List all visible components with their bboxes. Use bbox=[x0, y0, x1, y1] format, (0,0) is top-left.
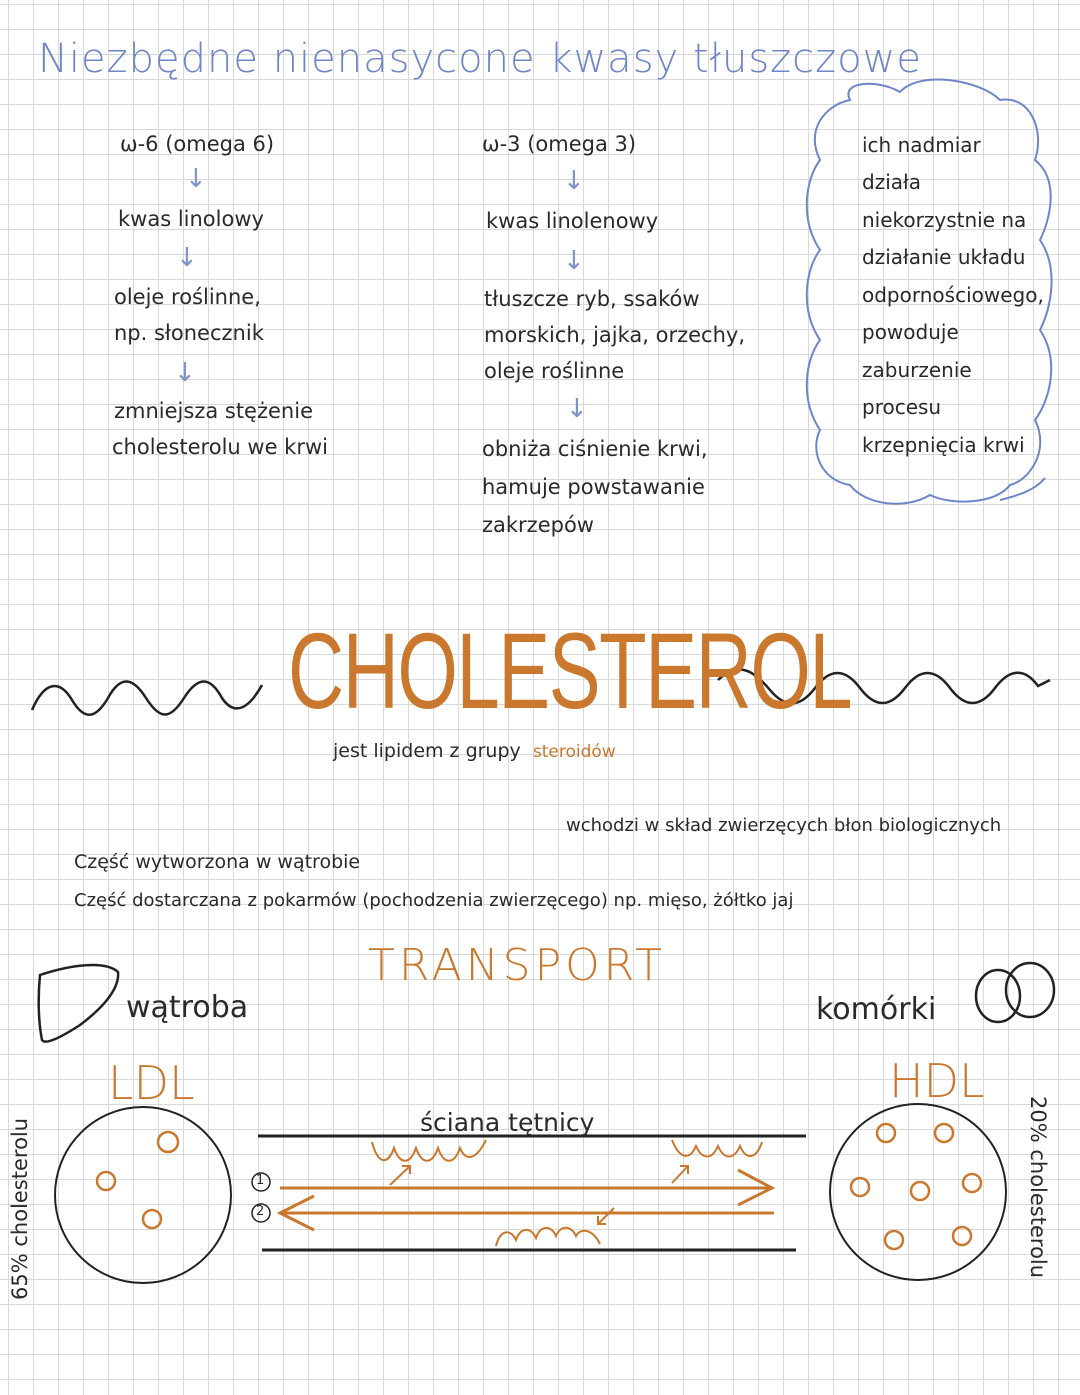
ldl-particle bbox=[97, 1172, 115, 1190]
hdl-particle bbox=[953, 1227, 971, 1245]
cholesterol-source-line1: Część wytworzona w wątrobie bbox=[74, 851, 361, 873]
hdl-label: HDL bbox=[889, 1054, 985, 1108]
arrow-down-icon: ↓ bbox=[566, 394, 588, 424]
hdl-particle bbox=[851, 1178, 869, 1196]
omega3-effect-line1: obniża ciśnienie krwi, bbox=[482, 437, 708, 461]
hdl-particle bbox=[911, 1182, 929, 1200]
membrane-note: wchodzi w skład zwierzęcych błon biologicznych bbox=[566, 815, 1002, 836]
cells-label: komórki bbox=[816, 992, 937, 1027]
liver-icon bbox=[39, 965, 118, 1042]
arrow-number-2: 2 bbox=[256, 1204, 265, 1219]
deposit-arrow-icon bbox=[390, 1166, 410, 1185]
cloud-line: działa bbox=[862, 170, 921, 194]
liver-label: wątroba bbox=[126, 990, 249, 1025]
arrow-down-icon: ↓ bbox=[563, 166, 585, 196]
omega6-effect-line1: zmniejsza stężenie bbox=[114, 399, 313, 423]
omega6-acid: kwas linolowy bbox=[118, 207, 264, 231]
deposit-arrow-icon bbox=[672, 1166, 688, 1183]
plaque-deposit bbox=[672, 1140, 762, 1157]
cloud-line: krzepnięcia krwi bbox=[862, 433, 1025, 457]
subtitle-prefix: jest lipidem z grupy bbox=[333, 740, 521, 762]
plaque-deposit bbox=[496, 1228, 600, 1246]
cholesterol-source-line2: Część dostarczana z pokarmów (pochodzenia zwierzęcego) np. mięso, żółtko jaj bbox=[74, 890, 794, 911]
arrow-down-icon: ↓ bbox=[185, 164, 207, 194]
cholesterol-subtitle bbox=[333, 740, 616, 762]
omega6-source-line1: oleje roślinne, bbox=[114, 285, 261, 309]
transport-heading: TRANSPORT bbox=[368, 940, 667, 991]
cloud-line: procesu bbox=[862, 395, 942, 419]
plaque-deposit bbox=[372, 1140, 486, 1161]
hdl-percent: 20% cholesterolu bbox=[1026, 1096, 1050, 1279]
hdl-particle bbox=[963, 1174, 981, 1192]
omega6-effect-line2: cholesterolu we krwi bbox=[112, 435, 328, 459]
page-title: Niezbędne nienasycone kwasy tłuszczowe bbox=[38, 36, 922, 82]
omega3-effect-line2: hamuje powstawanie bbox=[482, 475, 705, 499]
cell-icon bbox=[1006, 963, 1054, 1017]
cloud-line: odpornościowego, bbox=[862, 283, 1044, 307]
omega6-name: ω-6 (omega 6) bbox=[120, 132, 275, 156]
cloud-line: działanie układu bbox=[862, 245, 1026, 269]
cloud-line: powoduje bbox=[862, 320, 959, 344]
arrow-down-icon: ↓ bbox=[176, 243, 198, 273]
arrow-down-icon: ↓ bbox=[563, 246, 585, 276]
omega3-source-line3: oleje roślinne bbox=[484, 359, 625, 383]
omega3-source-line1: tłuszcze ryb, ssaków bbox=[484, 287, 700, 311]
hdl-particle bbox=[877, 1124, 895, 1142]
hdl-particle bbox=[935, 1124, 953, 1142]
wave-left bbox=[32, 682, 262, 715]
omega3-source-line2: morskich, jajka, orzechy, bbox=[484, 323, 746, 347]
hdl-circle bbox=[830, 1104, 1006, 1280]
ldl-label: LDL bbox=[108, 1056, 195, 1110]
ldl-percent: 65% cholesterolu bbox=[8, 1117, 32, 1300]
omega3-effect-line3: zakrzepów bbox=[482, 513, 594, 537]
cholesterol-heading: CHOLESTEROL bbox=[288, 610, 852, 731]
omega6-source-line2: np. słonecznik bbox=[114, 321, 264, 345]
omega3-acid: kwas linolenowy bbox=[486, 209, 659, 233]
arrow-number-1: 1 bbox=[256, 1173, 265, 1188]
ldl-particle bbox=[158, 1132, 178, 1152]
cell-icon bbox=[976, 970, 1020, 1022]
subtitle-highlight: steroidów bbox=[532, 742, 616, 762]
omega3-name: ω-3 (omega 3) bbox=[482, 132, 637, 156]
cloud-line: ich nadmiar bbox=[862, 133, 981, 157]
hdl-particle bbox=[885, 1231, 903, 1249]
ldl-circle bbox=[55, 1107, 231, 1283]
deposit-arrow-icon bbox=[598, 1208, 614, 1224]
cloud-line: niekorzystnie na bbox=[862, 208, 1027, 232]
arrow-down-icon: ↓ bbox=[174, 358, 196, 388]
ldl-particle bbox=[143, 1210, 161, 1228]
artery-wall-label: ściana tętnicy bbox=[420, 1108, 595, 1137]
cloud-line: zaburzenie bbox=[862, 358, 972, 382]
